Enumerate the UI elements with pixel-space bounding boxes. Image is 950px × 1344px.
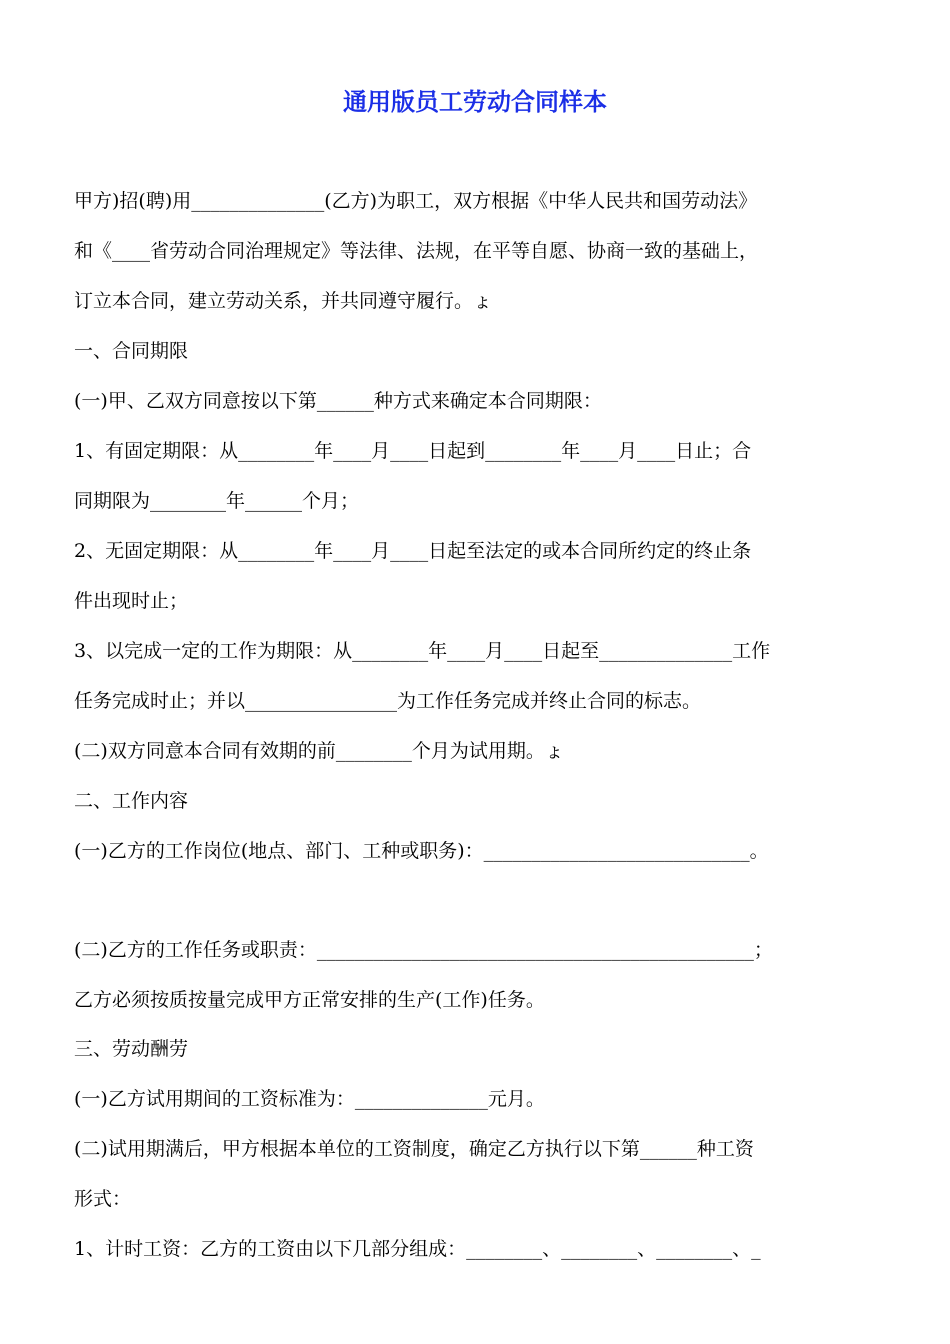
paragraph-line: 甲方)招(聘)用______________(乙方)为职工，双方根据《中华人民共和国劳动法》: [74, 190, 758, 212]
paragraph-line: 1、有固定期限：从________年____月____日起到________年____月____日止；合: [74, 440, 752, 462]
paragraph-line: 任务完成时止；并以________________为工作任务完成并终止合同的标志。: [74, 690, 702, 712]
paragraph-line: (一)乙方试用期间的工资标准为：______________元月。: [74, 1088, 545, 1110]
document-title: 通用版员工劳动合同样本: [343, 88, 607, 116]
paragraph-line: (二)试用期满后，甲方根据本单位的工资制度，确定乙方执行以下第______种工资: [74, 1138, 754, 1160]
paragraph-line: (二)双方同意本合同有效期的前________个月为试用期。ょ: [74, 740, 564, 762]
paragraph-line: 乙方必须按质按量完成甲方正常安排的生产(工作)任务。: [74, 989, 545, 1011]
section-heading: 一、合同期限: [74, 340, 189, 362]
paragraph-line: 1、计时工资：乙方的工资由以下几部分组成：________、________、________、_: [74, 1238, 761, 1260]
section-heading: 二、工作内容: [74, 790, 189, 812]
paragraph-line: (一)甲、乙双方同意按以下第______种方式来确定本合同期限：: [74, 390, 602, 412]
paragraph-line: (二)乙方的工作任务或职责：______________________________________________；: [74, 939, 773, 961]
paragraph-line: 和《____省劳动合同治理规定》等法律、法规，在平等自愿、协商一致的基础上，: [74, 240, 759, 262]
paragraph-line: 3、以完成一定的工作为期限：从________年____月____日起至______________工作: [74, 640, 771, 662]
paragraph-line: 2、无固定期限：从________年____月____日起至法定的或本合同所约定的终止条: [74, 540, 752, 562]
paragraph-line: 形式：: [74, 1188, 132, 1210]
paragraph-line: (一)乙方的工作岗位(地点、部门、工种或职务)：____________________________。: [74, 840, 769, 862]
section-heading: 三、劳动酬劳: [74, 1038, 189, 1060]
paragraph-line: 订立本合同，建立劳动关系，并共同遵守履行。ょ: [74, 290, 493, 312]
paragraph-line: 同期限为________年______个月；: [74, 490, 360, 512]
paragraph-line: 件出现时止；: [74, 590, 189, 612]
